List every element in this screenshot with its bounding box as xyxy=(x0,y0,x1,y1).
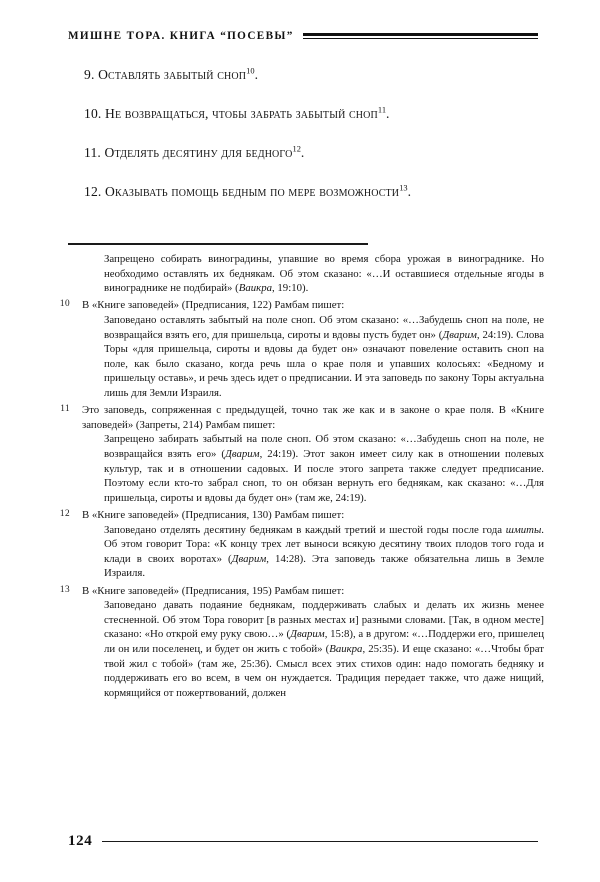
commandment-punctuation: . xyxy=(386,105,390,121)
folio-rule xyxy=(102,841,538,842)
footnote-item xyxy=(44,298,544,400)
commandment-number: 11. xyxy=(84,144,101,160)
commandment-punctuation: . xyxy=(300,144,305,160)
footnote-lead-text: В «Книге заповедей» (Предписания, 195) Рамбам пишет: xyxy=(82,584,345,597)
footnote-apparatus xyxy=(44,252,544,703)
footnote-reference[interactable]: 12 xyxy=(292,143,301,154)
footnote-continued xyxy=(44,252,544,296)
page-number: 124 xyxy=(68,833,93,849)
commandment-text: Отделять десятину для бедного xyxy=(104,144,293,160)
commandment-number: 10. xyxy=(84,105,102,121)
folio xyxy=(68,833,538,850)
commandment-list xyxy=(84,66,534,221)
footnote-continued-quote: Запрещено собирать виноградины, упавшие во время сбора урожая в винограднике. Но необходимо оставлять их беднякам. Об этом сказано: «…И оставшиеся отдельные ягоды в винограднике не подбирай» (Ваикра, 19:10). xyxy=(104,253,544,295)
footnote-item xyxy=(44,403,544,505)
footnote-marker: 13 xyxy=(59,584,70,595)
running-head-title: МИШНЕ ТОРА. КНИГА “ПОСЕВЫ” xyxy=(68,30,294,42)
footnote-lead-text: В «Книге заповедей» (Предписания, 130) Рамбам пишет: xyxy=(82,508,345,521)
commandment-item xyxy=(84,105,534,123)
commandment-punctuation: . xyxy=(254,67,259,82)
footnote-reference[interactable]: 10 xyxy=(246,65,255,76)
footnote-quote-text: Заповедано оставлять забытый на поле сноп. Об этом сказано: «…Забудешь сноп на поле, не возвращайся взять его, для пришельца, сироты и вдовы пусть будет он» (Дварим, 24:19). Слова Торы «для пришельца, сироты и вдовы да будет он» означают повеление оставить сноп на поле, как было сказано, когда речь шла о крае поля и упавших колосьях: «Бедному и пришельцу оставь», и речь здесь идет о предписании. И эта заповедь по закону Торы актуальна лишь для Земли Израиля. xyxy=(104,313,544,400)
commandment-text: Оказывать помощь бедным по мере возможности xyxy=(105,183,400,199)
footnote-marker: 12 xyxy=(59,508,70,519)
commandment-text: Не возвращаться, чтобы забрать забытый сноп xyxy=(105,105,378,121)
footnote-marker: 11 xyxy=(60,404,70,415)
footnote-reference[interactable]: 13 xyxy=(399,182,408,192)
commandment-number: 12. xyxy=(84,183,102,199)
footnote-quote-text: Запрещено забирать забытый на поле сноп. Об этом сказано: «…Забудешь сноп на поле, не возвращайся взять его» (Дварим, 24:19). Этот закон имеет силу как в отношении полевых культур, так и в отношении садовых. И после этого запрета также следует предписание. Поэтому если кто-то забрал сноп, то он обязан вернуть его беднякам, как сказано: «…Для пришельца, сироты и вдовы да будет он» (там же, 24:19). xyxy=(104,433,544,504)
commandment-punctuation: . xyxy=(407,183,412,199)
footnote-quote-text: Заповедано отделять десятину беднякам в каждый третий и шестой годы после года шмиты. Об этом говорит Тора: «К концу трех лет выноси всякую десятину твоих плодов того года и клади в своих воротах» (Дварим, 14:28). Эта заповедь также обязательна лишь в Земле Израиля. xyxy=(104,523,544,580)
commandment-text: Оставлять забытый сноп xyxy=(98,67,247,82)
footnote-item xyxy=(44,508,544,581)
running-head-rule xyxy=(303,33,538,40)
footnote-item xyxy=(44,584,544,701)
footnote-lead-text: В «Книге заповедей» (Предписания, 122) Рамбам пишет: xyxy=(82,299,345,312)
footnote-lead-text: Это заповедь, сопряженная с предыдущей, точно так же как и в законе о крае поля. В «Книге заповедей» (Запреты, 214) Рамбам пишет: xyxy=(82,404,544,431)
footnote-marker: 10 xyxy=(59,299,70,310)
footnote-quote-text: Заповедано давать подаяние беднякам, поддерживать слабых и делать их жизнь менее стесненной. Об этом Тора говорит [в разных местах и] разными словами. [Так, в одном месте] сказано: «Но открой ему руку свою…» (Дварим, 15:8), а в другом: «…Поддержи его, пришелец ли он или поселенец, и будет он жить с тобой» (Ваикра, 25:35). И еще сказано: «…Чтобы брат твой жил с тобой» (там же, 25:36). Смысл всех этих стихов один: надо помогать бедняку и поддерживать его во всем, в чем он нуждается. Традиция передает также, что даже нищий, кормящийся от пожертвований, должен xyxy=(104,599,544,699)
commandment-number: 9. xyxy=(84,67,95,82)
footnote-separator-rule xyxy=(68,243,368,245)
commandment-item xyxy=(84,144,534,162)
footnote-reference[interactable]: 11 xyxy=(377,104,387,115)
running-head xyxy=(68,30,538,42)
commandment-item xyxy=(84,66,534,84)
commandment-item xyxy=(84,183,534,201)
